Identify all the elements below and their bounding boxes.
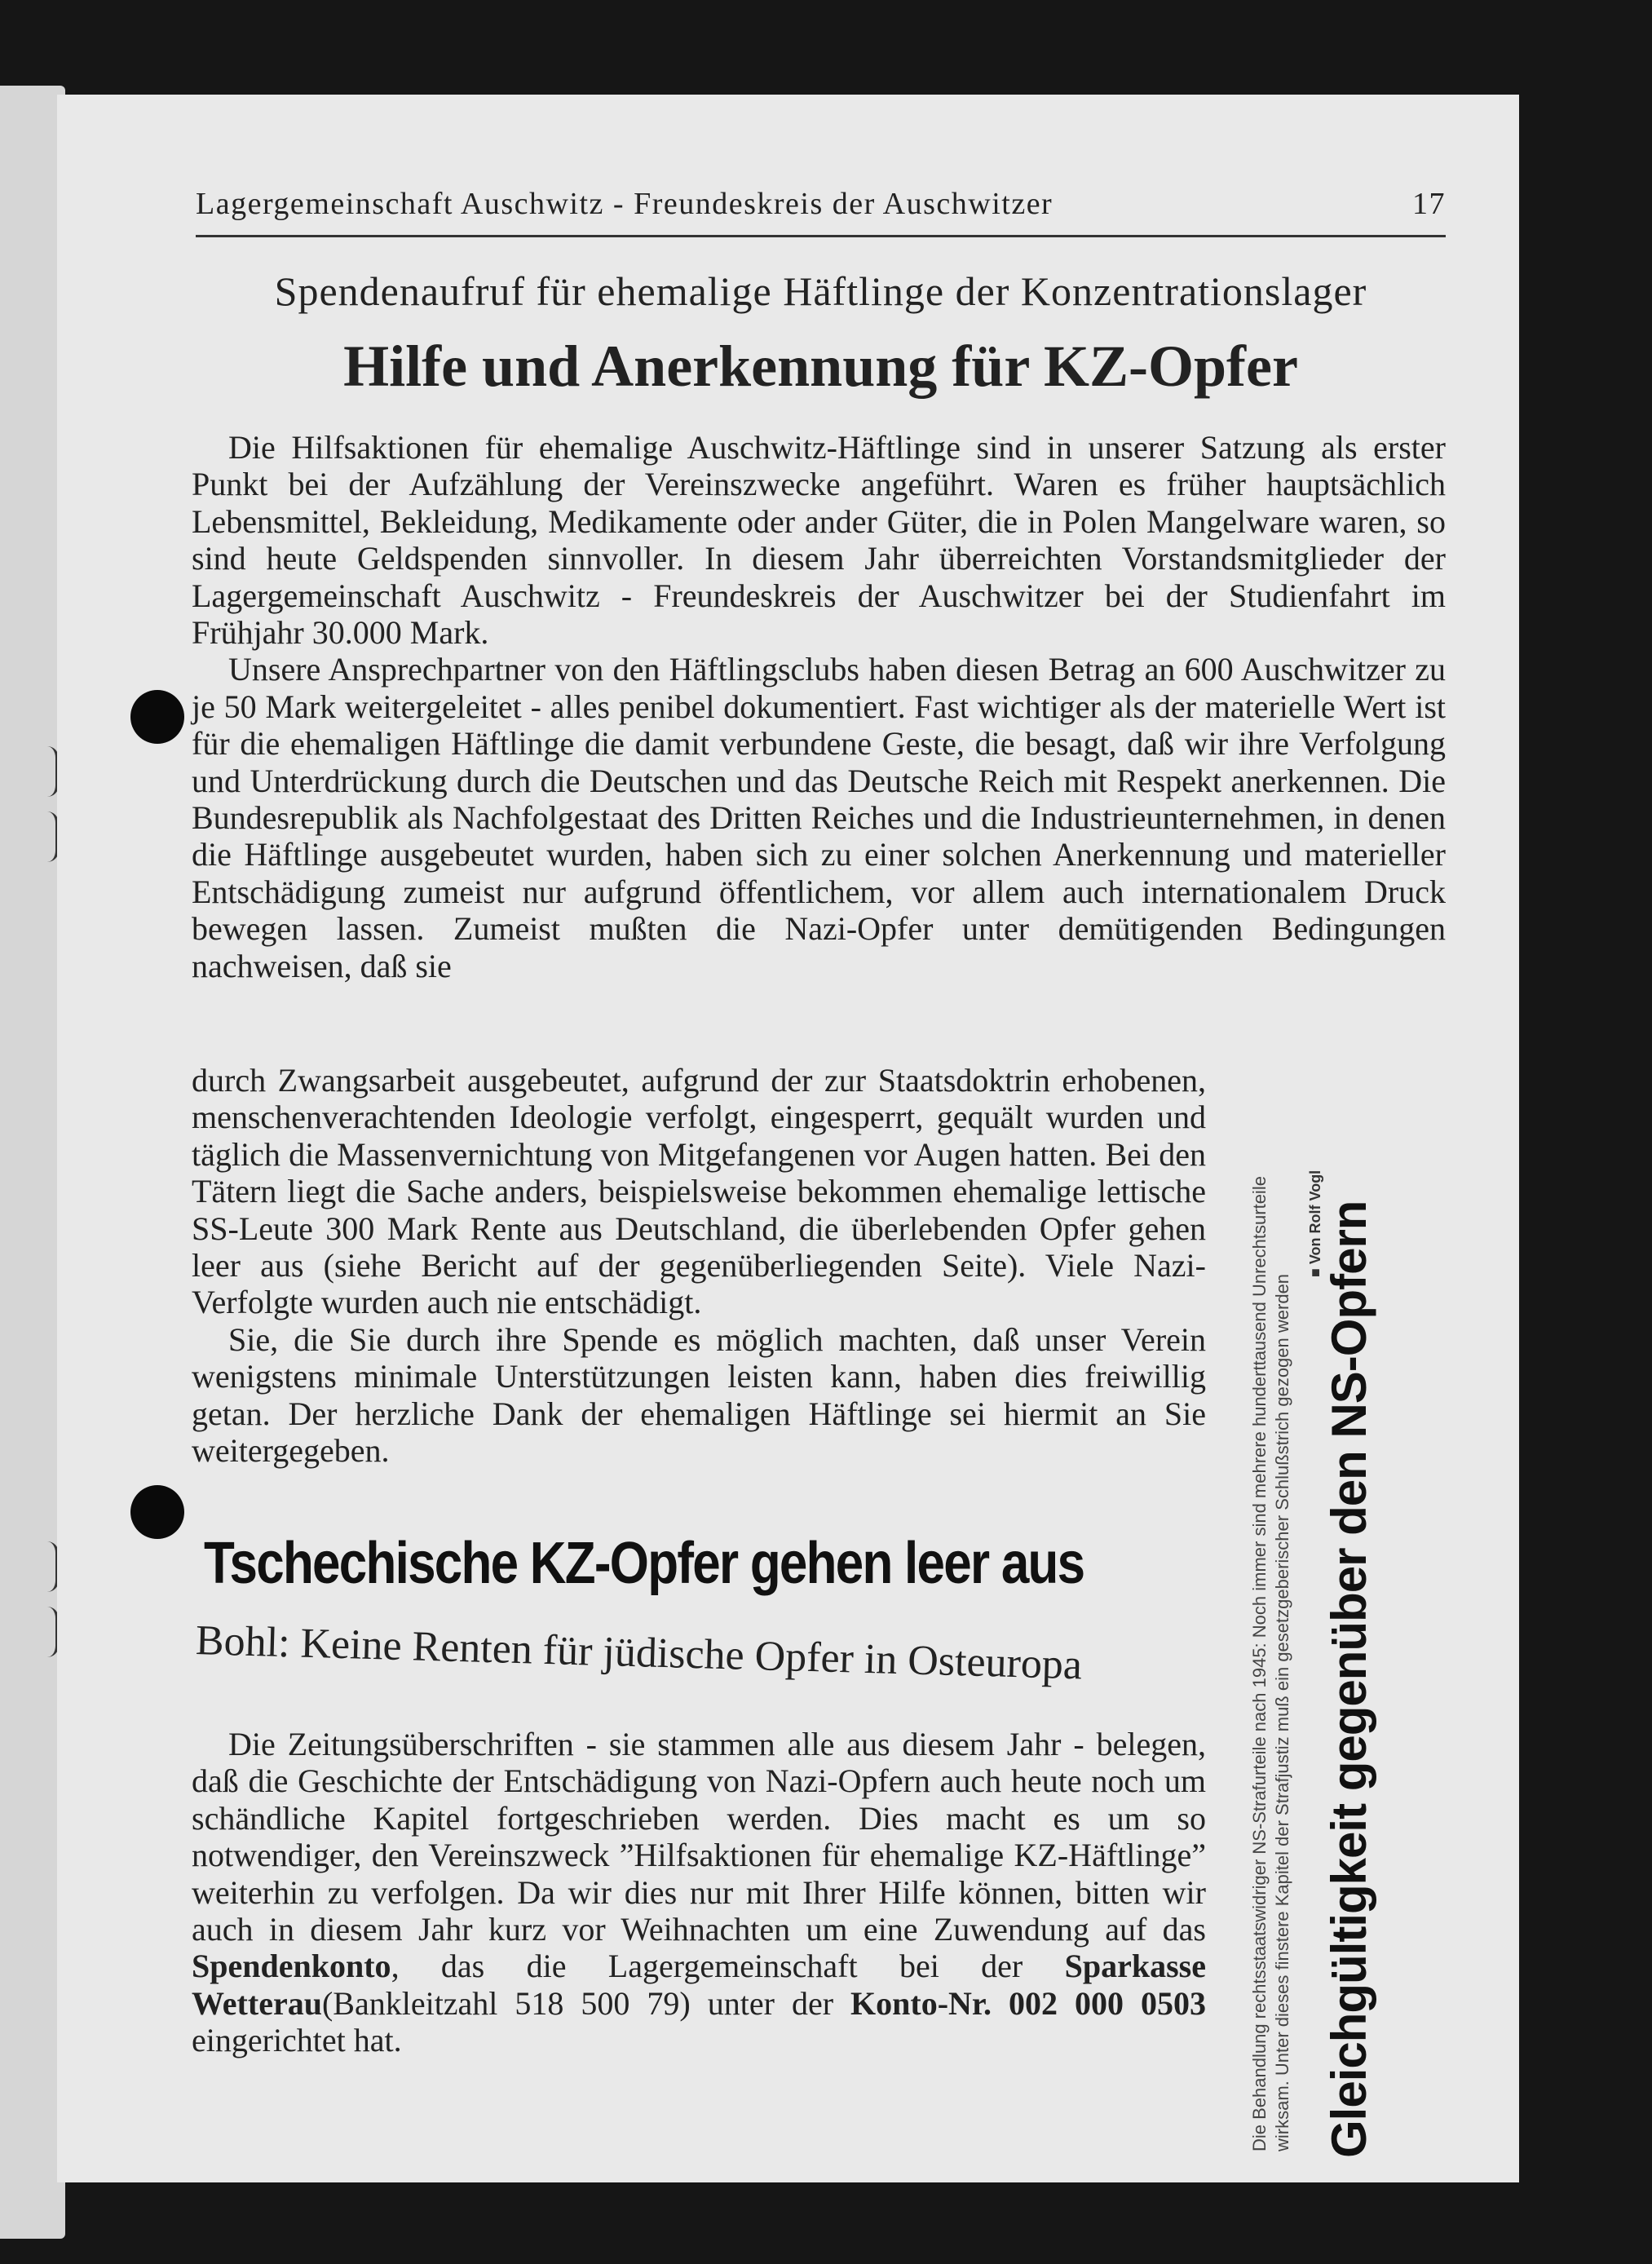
clipping-headline-czech: Tschechische KZ-Opfer gehen leer aus [204, 1531, 1084, 1596]
article-body-column [192, 1062, 1206, 1469]
punch-hole [130, 1485, 184, 1539]
bold-bank: Sparkasse Wetterau [192, 1948, 1206, 2022]
donation-paragraph: Die Zeitungsüberschriften - sie stammen alle aus diesem Jahr - belegen, daß die Geschichte der Entschädigung von Nazi-Opfern auch heute noch um schändliche Kapitel fortgeschrieben werden. Dies macht es um so notwendiger, den Vereinszweck ”Hilfsaktionen für ehemalige KZ-Häftlinge” weiterhin zu verfolgen. Da wir dies nur mit Ihrer Hilfe können, bitten wir auch in diesem Jahr kurz vor Weihnachten um eine Zuwendung auf das Spendenkonto, das die Lagergemeinschaft bei der Sparkasse Wetterau(Bankleitzahl 518 500 79) unter der Konto-Nr. 002 000 0503 eingerichtet hat. [192, 1726, 1206, 2059]
clipping-subline-1: Die Behandlung rechtsstaatswidriger NS-Strafurteile nach 1945: Noch immer sind mehrere hunderttausend Unrechtsurteile [1249, 1176, 1270, 2151]
article-body-full-width [192, 429, 1446, 984]
page-header [196, 186, 1446, 222]
punch-hole [130, 690, 184, 744]
article-kicker: Spendenaufruf für ehemalige Häftlinge der Konzentrationslager [274, 268, 1367, 314]
page-number: 17 [1412, 187, 1446, 221]
bold-account-number: Konto-Nr. 002 000 0503 [850, 1984, 1206, 2022]
vertical-newspaper-clipping [1231, 1106, 1376, 2166]
article-paragraph: durch Zwangsarbeit ausgebeutet, aufgrund der zur Staatsdoktrin erhobenen, menschenverachtenden Ideologie verfolgt, eingesperrt, gequält wurden und täglich die Massenvernichtung von Mitgefangenen vor Augen hatten. Bei den Tätern liegt die Sache anders, beispielsweise bekommen ehemalige lettische SS-Leute 300 Mark Rente aus Deutschland, die überlebenden Opfer gehen leer aus (siehe Bericht auf der gegenüberliegenden Seite). Viele Nazi-Verfolgte wurden auch nie entschädigt. [192, 1062, 1206, 1321]
article-headline: Hilfe und Anerkennung für KZ-Opfer [343, 334, 1298, 399]
previous-page-edge [0, 86, 65, 2239]
bold-account: Spendenkonto [192, 1948, 391, 1985]
clipping-byline: ■ Von Rolf Vogl [1307, 1170, 1323, 1277]
donation-paragraph-block [192, 1726, 1206, 2059]
article-paragraph: Sie, die Sie durch ihre Spende es möglich machten, daß unser Verein wenigstens minimale Unterstützungen leisten kann, haben dies freiwillig getan. Der herzliche Dank der ehemaligen Häftlinge sei hiermit an Sie weitergegeben. [192, 1320, 1206, 1470]
header-title: Lagergemeinschaft Auschwitz - Freundeskreis der Auschwitzer [196, 187, 1053, 221]
header-rule [196, 235, 1446, 237]
article-paragraph: Die Hilfsaktionen für ehemalige Auschwitz-Häftlinge sind in unserer Satzung als erster Punkt bei der Aufzählung der Vereinszwecke angeführt. Waren es früher hauptsächlich Lebensmittel, Bekleidung, Medikamente oder ander Güter, die in Polen Mangelware waren, so sind heute Geldspenden sinnvoller. In diesem Jahr überreichten Vorstandsmitglieder der Lagergemeinschaft Auschwitz - Freundeskreis der Auschwitzer bei der Studienfahrt im Frühjahr 30.000 Mark. [192, 429, 1446, 652]
article-paragraph: Unsere Ansprechpartner von den Häftlingsclubs haben diesen Betrag an 600 Auschwitzer zu je 50 Mark weitergeleitet - alles penibel dokumentiert. Fast wichtiger als der materielle Wert ist für die ehemaligen Häftlinge die damit verbundene Geste, die besagt, daß wir ihre Verfolgung und Unterdrückung durch die Deutschen und das Deutsche Reich mit Respekt anerkennen. Die Bundesrepublik als Nachfolgestaat des Dritten Reiches und die Industrieunternehmen, in denen die Häftlinge ausgebeutet wurden, haben sich zu einer solchen Anerkennung und materieller Entschädigung zumeist nur aufgrund öffentlichem, vor allem auch internationalem Druck bewegen lassen. Zumeist mußten die Nazi-Opfer unter demütigenden Bedingungen nachweisen, daß sie [192, 651, 1446, 984]
clipping-headline-bohl: Bohl: Keine Renten für jüdische Opfer in Osteuropa [195, 1617, 1083, 1689]
clipping-subline-2: wirksam. Unter dieses finstere Kapitel der Strafjustiz muß ein gesetzgeberischer Schlußstrich gezogen werden [1272, 1273, 1292, 2151]
document-page [57, 95, 1519, 2182]
clipping-headline-vertical: Gleichgültigkeit gegenüber den NS-Opfern [1322, 1201, 1376, 2158]
